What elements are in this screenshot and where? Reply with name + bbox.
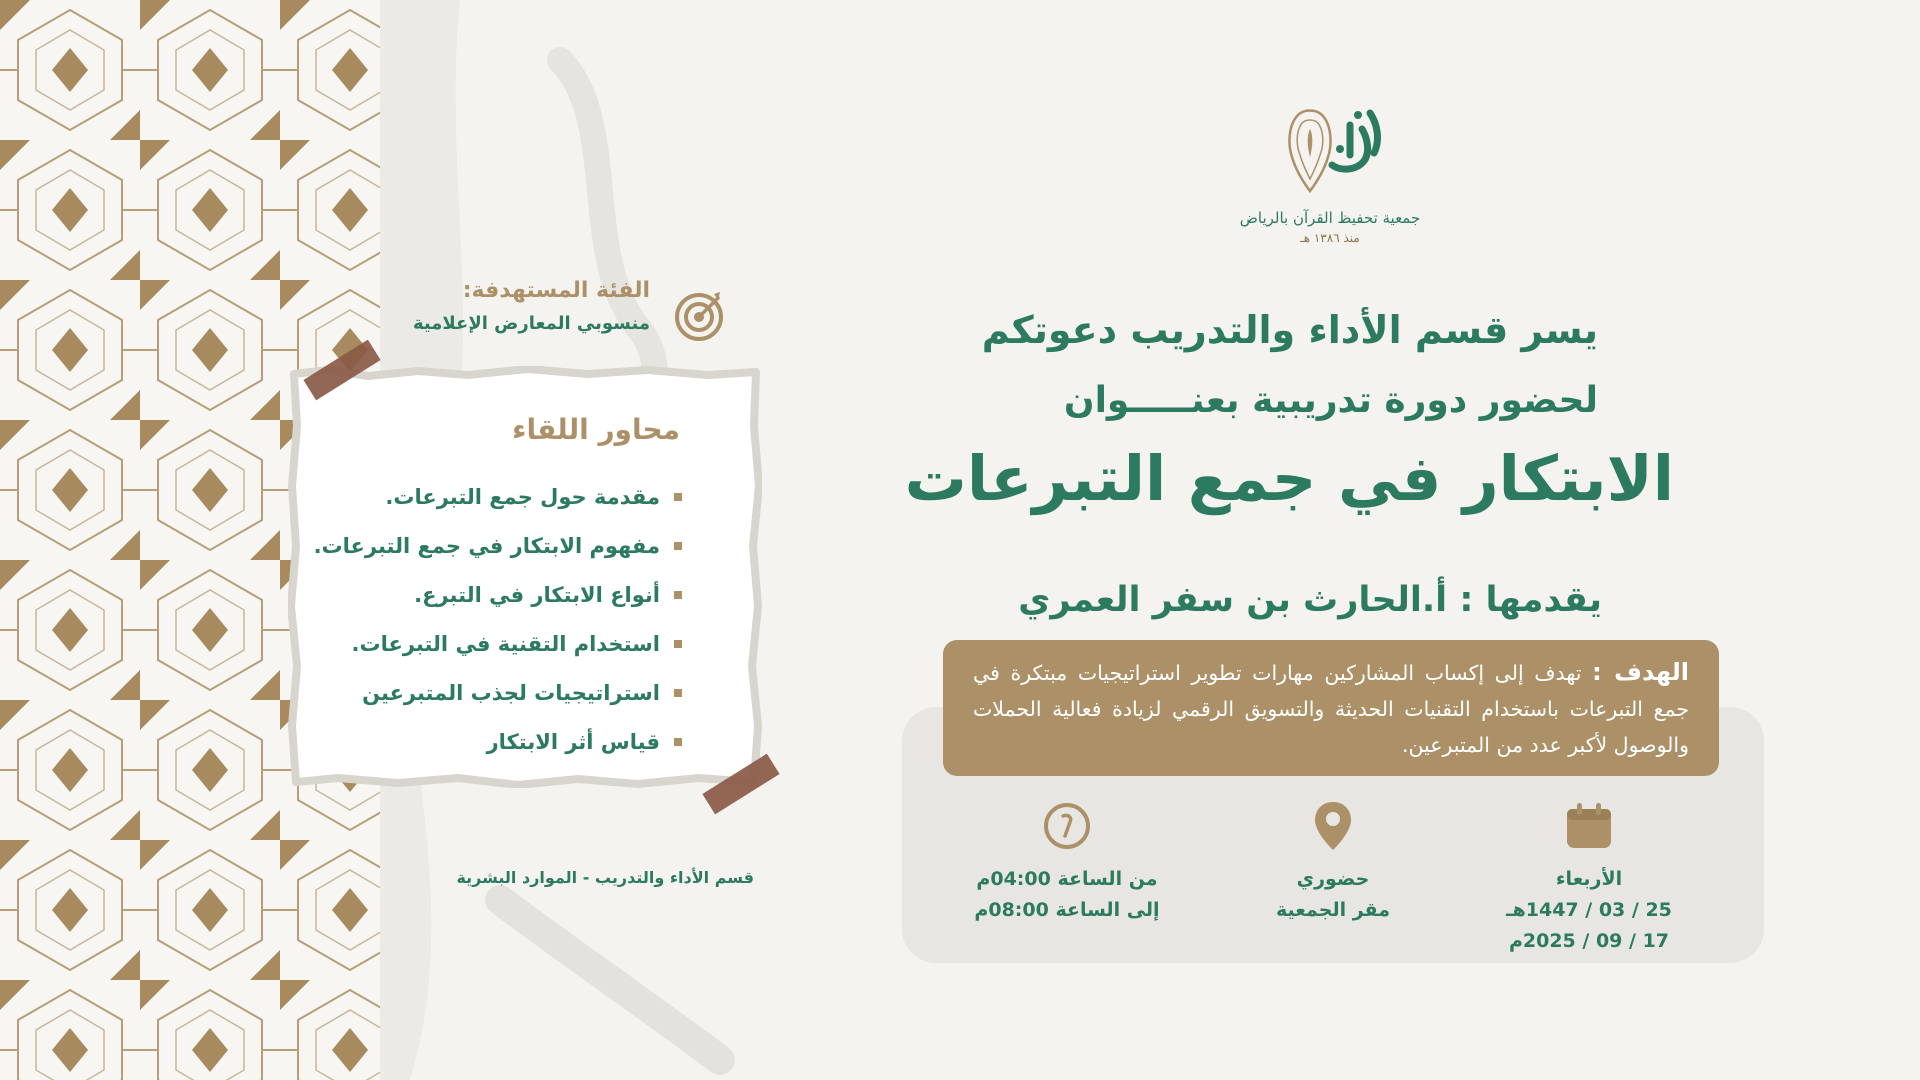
attendance-mode: حضوري bbox=[1296, 868, 1370, 890]
department-footer: قسم الأداء والتدريب - الموارد البشرية bbox=[456, 868, 754, 887]
presenter-name: يقدمها : أ.الحارث بن سفر العمري bbox=[1018, 580, 1602, 620]
mukawwin-logo-icon bbox=[1270, 95, 1390, 205]
goal-label: الهدف : bbox=[1592, 658, 1689, 686]
bullet-icon bbox=[674, 542, 682, 550]
topic-text: مقدمة حول جمع التبرعات. bbox=[385, 484, 660, 509]
topic-text: استخدام التقنية في التبرعات. bbox=[351, 631, 660, 656]
clock-icon bbox=[1041, 800, 1093, 852]
organization-name: جمعية تحفيظ القرآن بالرياض bbox=[1239, 209, 1421, 227]
calendar-icon bbox=[1563, 800, 1615, 852]
target-icon bbox=[672, 288, 726, 342]
list-item bbox=[314, 570, 682, 619]
list-item bbox=[314, 521, 682, 570]
bullet-icon bbox=[674, 689, 682, 697]
list-item bbox=[314, 472, 682, 521]
time-info bbox=[952, 800, 1182, 926]
time-from: من الساعة 04:00م bbox=[976, 868, 1158, 890]
topic-text: أنواع الابتكار في التبرع. bbox=[414, 582, 660, 607]
list-item bbox=[314, 668, 682, 717]
organization-since: منذ ١٣٨٦ هـ bbox=[1300, 231, 1360, 245]
bullet-icon bbox=[674, 493, 682, 501]
target-audience bbox=[413, 278, 650, 334]
topic-text: استراتيجيات لجذب المتبرعين bbox=[362, 680, 660, 705]
invitation-line-2: لحضور دورة تدريبية بعنـــــوان bbox=[1063, 380, 1598, 421]
audience-value: منسوبي المعارض الإعلامية bbox=[412, 313, 650, 334]
location-pin-icon bbox=[1307, 800, 1359, 852]
bullet-icon bbox=[674, 640, 682, 648]
bullet-icon bbox=[674, 591, 682, 599]
course-title: الابتكار في جمع التبرعات bbox=[904, 442, 1674, 515]
event-date-hijri: 25 / 03 / 1447هـ bbox=[1506, 899, 1672, 921]
event-day: الأربعاء bbox=[1555, 868, 1623, 890]
list-item bbox=[314, 717, 682, 766]
date-info bbox=[1474, 800, 1704, 957]
goal-text: تهدف إلى إكساب المشاركين مهارات تطوير استراتيجيات مبتكرة في جمع التبرعات باستخدام التقنيات الحديثة والتسويق الرقمي لزيادة فعالية الحملات والوصول لأكبر عدد من المتبرعين. bbox=[973, 661, 1689, 757]
invitation-line-1: يسر قسم الأداء والتدريب دعوتكم bbox=[981, 308, 1598, 352]
topic-text: مفهوم الابتكار في جمع التبرعات. bbox=[313, 533, 660, 558]
bullet-icon bbox=[674, 738, 682, 746]
location-info bbox=[1218, 800, 1448, 926]
topics-list bbox=[314, 472, 682, 766]
organization-logo bbox=[1230, 95, 1430, 245]
time-to: إلى الساعة 08:00م bbox=[974, 899, 1160, 921]
goal-box bbox=[943, 640, 1719, 776]
venue-name: مقر الجمعية bbox=[1276, 899, 1390, 921]
topic-text: قياس أثر الابتكار bbox=[486, 729, 660, 754]
topics-heading: محاور اللقاء bbox=[512, 413, 680, 446]
event-date-gregorian: 17 / 09 / 2025م bbox=[1508, 930, 1670, 952]
audience-label: الفئة المستهدفة: bbox=[462, 278, 650, 303]
list-item bbox=[314, 619, 682, 668]
